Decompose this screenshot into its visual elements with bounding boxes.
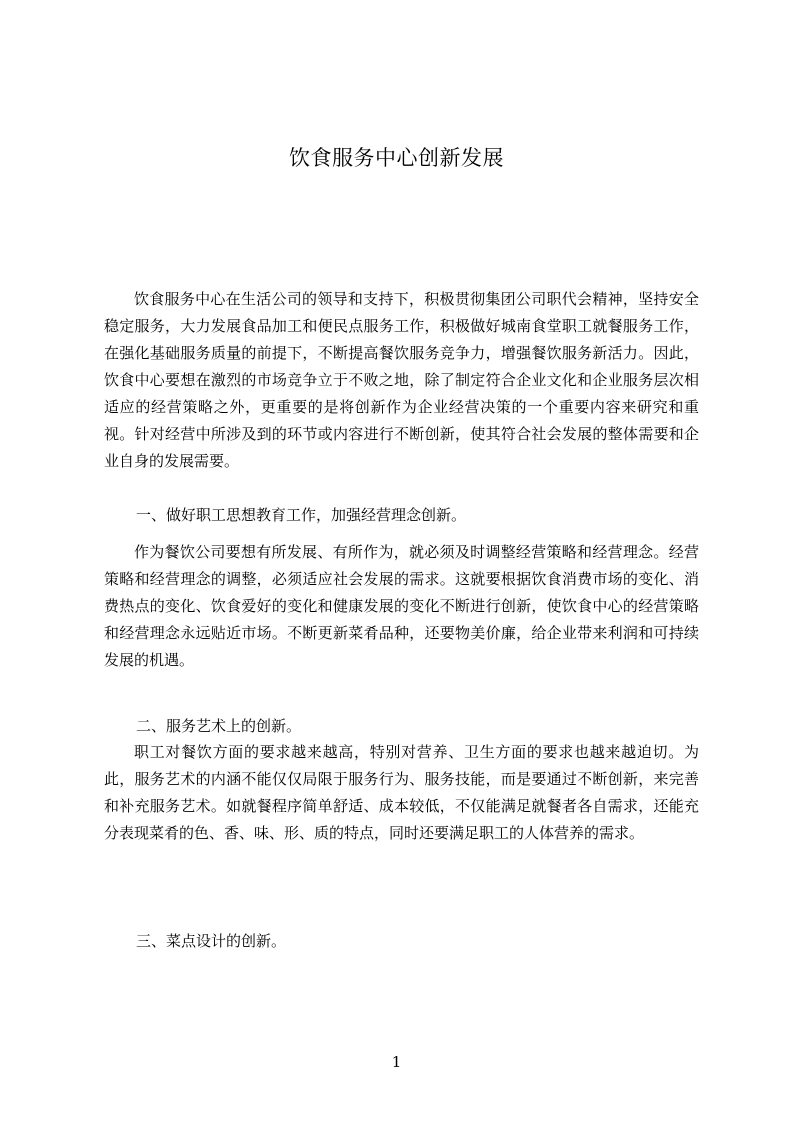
document-title: 饮食服务中心创新发展 bbox=[289, 146, 504, 170]
section-2-block bbox=[104, 739, 699, 847]
section-1-paragraph: 作为餐饮公司要想有所发展、有所作为，就必须及时调整经营策略和经营理念。经营策略和经营理念的调整，必须适应社会发展的需求。这就要根据饮食消费市场的变化、消费热点的变化、饮食爱好的变化和健康发展的变化不断进行创新，使饮食中心的经营策略和经营理念永远贴近市场。不断更新菜肴品种，还要物美价廉，给企业带来利润和可持续发展的机遇。 bbox=[104, 543, 699, 669]
section-2-paragraph: 职工对餐饮方面的要求越来越高，特别对营养、卫生方面的要求也越来越迫切。为此，服务艺术的内涵不能仅仅局限于服务行为、服务技能，而是要通过不断创新，来完善和补充服务艺术。如就餐程序简单舒适、成本较低，不仅能满足就餐者各自需求，还能充分表现菜肴的色、香、味、形、质的特点，同时还要满足职工的人体营养的需求。 bbox=[104, 743, 699, 842]
section-2-heading: 二、服务艺术上的创新。 bbox=[136, 717, 302, 735]
intro-paragraph-block bbox=[104, 286, 699, 475]
section-1-block bbox=[104, 539, 699, 674]
section-3-heading: 三、菜点设计的创新。 bbox=[136, 932, 287, 950]
page-number: 1 bbox=[391, 1053, 402, 1071]
section-1-heading: 一、做好职工思想教育工作，加强经营理念创新。 bbox=[136, 506, 467, 524]
intro-paragraph: 饮食服务中心在生活公司的领导和支持下，积极贯彻集团公司职代会精神，坚持安全稳定服务，大力发展食品加工和便民点服务工作，积极做好城南食堂职工就餐服务工作，在强化基础服务质量的前提下，不断提高餐饮服务竞争力，增强餐饮服务新活力。因此，饮食中心要想在激烈的市场竞争立于不败之地，除了制定符合企业文化和企业服务层次相适应的经营策略之外，更重要的是将创新作为企业经营决策的一个重要内容来研究和重视。针对经营中所涉及到的环节或内容进行不断创新，使其符合社会发展的整体需要和企业自身的发展需要。 bbox=[104, 290, 699, 470]
